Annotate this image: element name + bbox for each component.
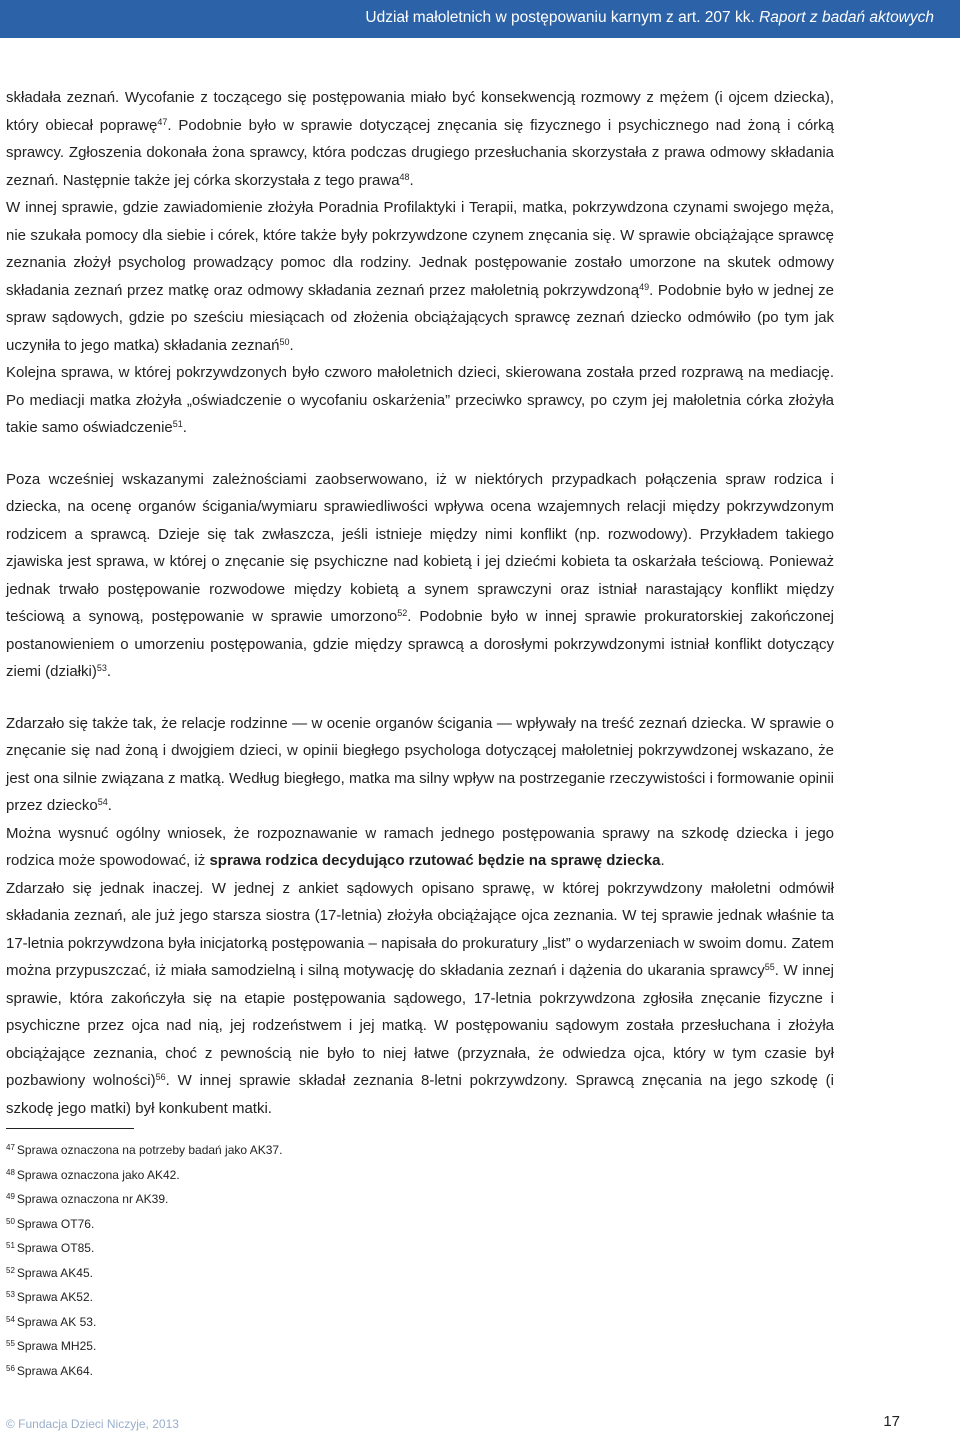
footnote-text: Sprawa AK 53. xyxy=(16,1314,97,1329)
text-run: Zdarzało się także tak, że relacje rodzinne — w ocenie organów ścigania — wpływały na treść zeznań dziecka. W sprawie o znęcanie się nad żoną i dwojgiem dzieci, w opinii biegłego psychologa dotyczącej małoletniej pokrzywdzonej wskazano, że jest ona silnie związana z matką. Według biegłego, matka ma silny wpływ na postrzeganie rzeczywistości i formowanie opinii przez dziecko xyxy=(6,714,834,814)
footnote-text: Sprawa oznaczona jako AK42. xyxy=(16,1167,180,1182)
footnote-text: Sprawa MH25. xyxy=(16,1339,97,1353)
footnote-text: Sprawa OT76. xyxy=(16,1216,95,1231)
footnote xyxy=(6,1334,506,1359)
text-run: Zdarzało się jednak inaczej. W jednej z ankiet sądowych opisano sprawę, w której pokrzywdzony małoletni odmówił składania zeznań, ale już jego starsza siostra (17-letnia) złożyła obciążające ojca zeznania. W tej sprawie jednak właśnie ta 17-letnia pokrzywdzona była inicjatorką postępowania – napisała do prokuratury „list” o wydarzeniach w swoim domu. Zatem można przypuszczać, iż miała samodzielną i silną motywację do składania zeznań i dążenia do ukarania sprawcy xyxy=(6,879,834,979)
footnote-ref: 49 xyxy=(639,281,650,292)
footnote-number: 54 xyxy=(6,1314,15,1324)
text-run: . W innej sprawie, która zakończyła się na etapie postępowania sądowego, 17-letnia pokrzywdzona zgłosiła znęcanie fizyczne i psychiczne przez ojca nad nią, jej rodzeństwem i jej matką. W postępowaniu sądowym została przesłuchana i złożyła obciążające zeznania, choć z pewnością nie było to niej łatwe (przyznała, że odwiedza ojca, który w tym czasie był pozbawiony wolności) xyxy=(6,962,834,1089)
text-run: Kolejna sprawa, w której pokrzywdzonych było czworo małoletnich dzieci, skierowana została przed rozprawą na mediację. Po mediacji matka złożyła „oświadczenie o wycofaniu oskarżenia” przeciwko sprawcy, po czym jej małoletnia córka złożyła takie samo oświadczenie xyxy=(6,364,834,436)
footnote-number: 48 xyxy=(6,1167,15,1177)
footnote-ref: 52 xyxy=(397,608,408,618)
footnote-text: Sprawa AK45. xyxy=(16,1265,93,1280)
footnote-separator xyxy=(6,1128,134,1129)
text-run: . Podobnie było w innej sprawie prokuratorskiej zakończonej postanowieniem o umorzeniu postępowania, gdzie między sprawcą a dorosłymi pokrzywdzonymi istniał konflikt dotyczący ziemi (działki) xyxy=(6,608,834,680)
footnote-number: 47 xyxy=(6,1143,15,1152)
header-title-sub: Raport z badań aktowych xyxy=(759,9,934,26)
text-run: . xyxy=(107,797,112,814)
text-run: . xyxy=(289,336,294,354)
text-run: . xyxy=(182,419,187,436)
paragraph xyxy=(6,84,834,194)
footnote-number: 49 xyxy=(6,1192,15,1201)
footnote-text: Sprawa AK52. xyxy=(16,1290,93,1304)
footnote-text: Sprawa OT85. xyxy=(16,1241,95,1255)
footnote-text: Sprawa oznaczona na potrzeby badań jako AK37. xyxy=(16,1143,283,1157)
footnote-number: 55 xyxy=(6,1339,15,1348)
text-run: składała zeznań. Wycofanie z toczącego się postępowania miało być konsekwencją rozmowy z mężem (i ojcem dziecka), który obiecał poprawę xyxy=(6,89,834,134)
footnote xyxy=(6,1285,506,1310)
text-run: . Podobnie było w sprawie dotyczącej znęcania się fizycznego i psychicznego nad żoną i córką sprawcy. Zgłoszenia dokonała żona sprawcy, która podczas drugiego przesłuchania skorzystała z prawa odmowy składania zeznań. Następnie także jej córka skorzystała z tego prawa xyxy=(6,116,834,189)
footer-copyright: © Fundacja Dzieci Niczyje, 2013 xyxy=(6,1417,179,1431)
footnote-ref: 50 xyxy=(279,336,290,347)
bold-text: sprawa rodzica decydująco rzutować będzie na sprawę dziecka xyxy=(209,852,661,869)
paragraph xyxy=(6,359,834,442)
footnote-ref: 56 xyxy=(155,1072,166,1082)
running-header xyxy=(365,9,934,27)
text-run: W innej sprawie, gdzie zawiadomienie złożyła Poradnia Profilaktyki i Terapii, matka, pokrzywdzona czynami swojego męża, nie szukała pomocy dla siebie i córek, które także były pokrzywdzone czynem znęcania się. W sprawie obciążające sprawcę zeznania złożył psycholog prowadzący pomoc dla rodziny. Jednak postępowanie zostało umorzone na skutek odmowy składania zeznań przez matkę oraz odmowy składania zeznań przez małoletnią pokrzywdzoną xyxy=(6,199,834,299)
footnote-ref: 47 xyxy=(157,116,168,127)
footnote-text: Sprawa oznaczona nr AK39. xyxy=(16,1192,169,1206)
footnotes xyxy=(6,1138,506,1383)
footnote xyxy=(6,1359,506,1384)
footnote-number: 56 xyxy=(6,1363,15,1373)
footnote xyxy=(6,1236,506,1261)
footnote-number: 50 xyxy=(6,1216,15,1226)
page-number: 17 xyxy=(883,1413,900,1430)
footnote-number: 53 xyxy=(6,1290,15,1299)
footnote-ref: 54 xyxy=(97,797,108,807)
footnote xyxy=(6,1212,506,1237)
footnote xyxy=(6,1261,506,1286)
text-run: Poza wcześniej wskazanymi zależnościami zaobserwowano, iż w niektórych przypadkach połączenia spraw rodzica i dziecka, na ocenę organów ścigania/wymiaru sprawiedliwości wpływa ocena wzajemnych relacji między pokrzywdzonym rodzicem a sprawcą. Dzieje się tak zwłaszcza, jeśli istnieje między nimi konflikt (np. rozwodowy). Przykładem takiego zjawiska jest sprawa, w której o znęcanie się psychiczne nad kobietą i jej dziećmi kobieta ta oskarżała teściową. Ponieważ jednak trwało postępowanie rozwodowe między kobietą a synem sprawczyni oraz istniał narastający konflikt między teściową a synową, postępowanie w sprawie umorzono xyxy=(6,470,834,625)
footnote-ref: 53 xyxy=(96,663,107,673)
footnote xyxy=(6,1187,506,1212)
text-run: Można wysnuć ogólny wniosek, że rozpoznawanie w ramach jednego postępowania sprawy na szkodę dziecka i jego rodzica może spowodować, iż xyxy=(6,824,834,869)
footnote xyxy=(6,1138,506,1163)
paragraph xyxy=(6,194,834,359)
footnote xyxy=(6,1310,506,1335)
footnote-number: 52 xyxy=(6,1265,15,1275)
footnote-ref: 48 xyxy=(399,171,410,182)
text-run: . Podobnie było w jednej ze spraw sądowych, gdzie po sześciu miesiącach od złożenia obciążających sprawcę zeznań dziecko odmówiło (po tym jak uczyniła to jego matka) składania zeznań xyxy=(6,281,834,354)
header-band xyxy=(0,0,960,38)
text-run: . xyxy=(660,852,665,869)
footnote xyxy=(6,1163,506,1188)
footnote-number: 51 xyxy=(6,1241,15,1250)
footnote-ref: 51 xyxy=(172,419,183,429)
body-text xyxy=(6,84,834,1122)
paragraph xyxy=(6,466,834,686)
footnote-ref: 55 xyxy=(764,962,775,972)
paragraph xyxy=(6,710,834,820)
footnote-text: Sprawa AK64. xyxy=(16,1363,93,1378)
text-run: . xyxy=(106,663,112,680)
text-run: . W innej sprawie składał zeznania 8-letni pokrzywdzony. Sprawcą znęcania na jego szkodę (i szkodę jego matki) był konkubent matki. xyxy=(6,1072,835,1117)
text-run: . xyxy=(409,171,414,189)
paragraph xyxy=(6,820,834,875)
paragraph xyxy=(6,875,834,1123)
header-title-main: Udział małoletnich w postępowaniu karnym z art. 207 kk. xyxy=(365,9,755,26)
